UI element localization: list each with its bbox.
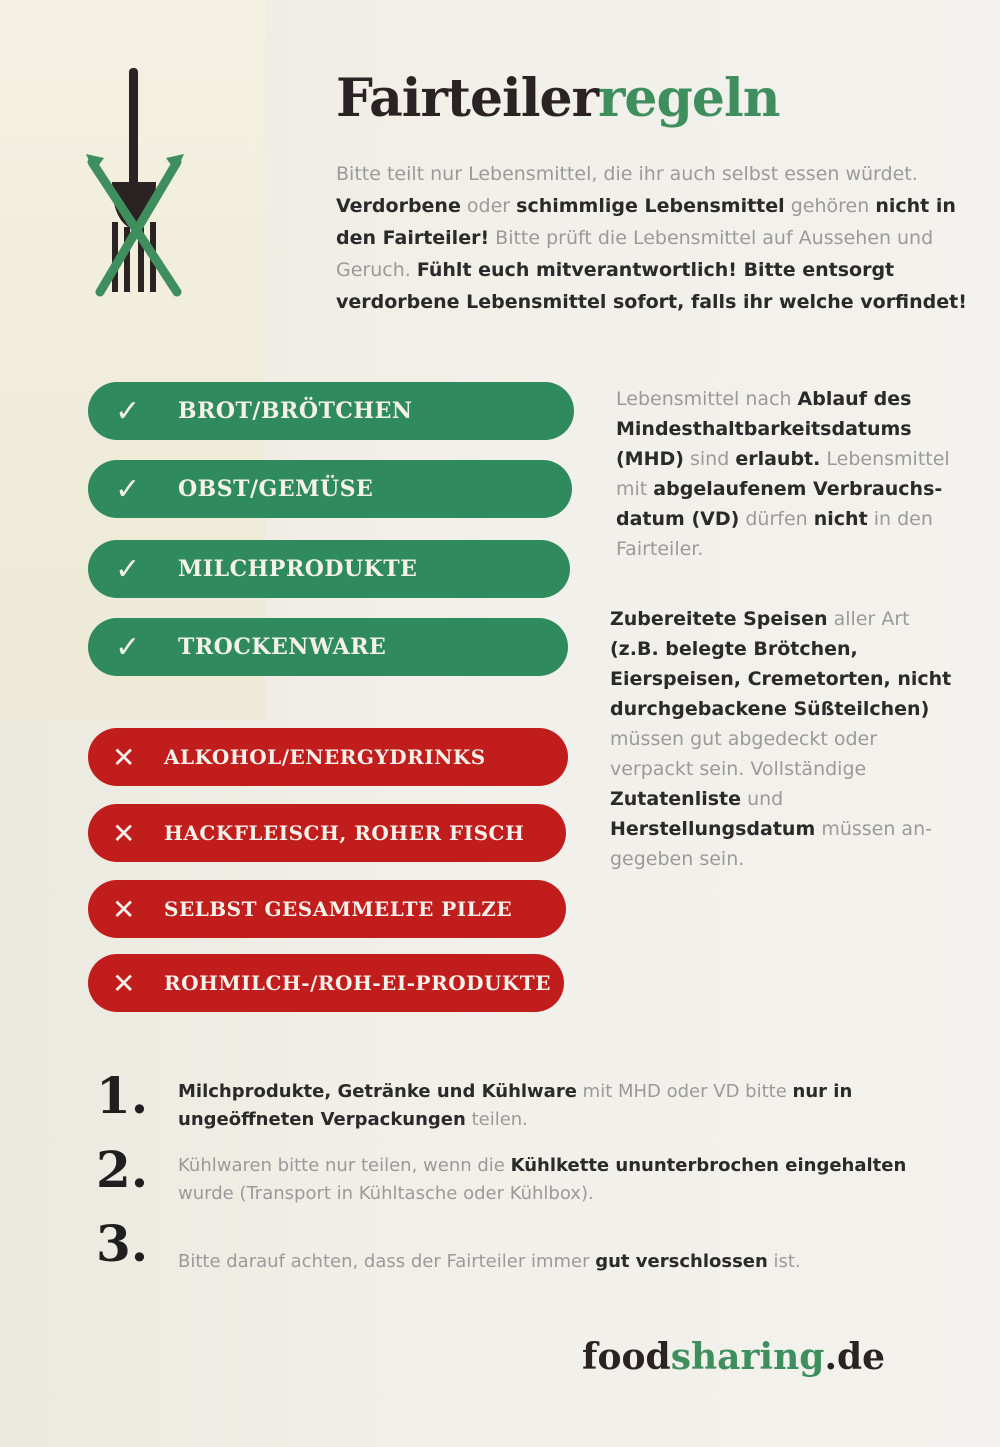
intro-text: oder xyxy=(466,195,511,217)
rule-bold: gut verschlossen xyxy=(595,1251,768,1272)
allowed-item-label: MILCHPRODUKTE xyxy=(178,556,418,582)
allowed-item-label: BROT/BRÖTCHEN xyxy=(178,398,413,424)
mhd-text: dürfen xyxy=(745,508,808,530)
food-bold: Herstellungsdatum xyxy=(610,818,816,840)
forbidden-item-minced-meat xyxy=(88,804,566,862)
rule-text xyxy=(178,1248,958,1276)
mhd-text: Lebensmittel mit xyxy=(616,448,950,500)
allowed-item-label: TROCKENWARE xyxy=(178,634,387,660)
forbidden-item-label: ROHMILCH-/ROH-EI-PRODUKTE xyxy=(164,971,551,995)
rule-plain: Bitte darauf achten, dass der Fairteiler immer xyxy=(178,1251,590,1272)
brand-part-green: sharing xyxy=(670,1336,825,1378)
mhd-bold: nicht xyxy=(813,508,868,530)
forbidden-item-label: HACKFLEISCH, ROHER FISCH xyxy=(164,821,525,845)
allowed-item-label: OBST/GEMÜSE xyxy=(178,476,374,502)
rule-text xyxy=(178,1152,958,1208)
intro-bold: schimmlige Lebensmittel xyxy=(516,195,785,217)
rule-bold: nur in ungeöffneten Verpackungen xyxy=(178,1081,853,1130)
allowed-item-dry-goods xyxy=(88,618,568,676)
cross-icon: ✕ xyxy=(112,740,136,774)
mhd-bold: erlaubt. xyxy=(735,448,821,470)
food-text: aller Art xyxy=(833,608,910,630)
mhd-bold: abgelaufenem Verbrauchsdatum (VD) xyxy=(616,478,943,530)
rule-plain: mit MHD oder VD bitte xyxy=(582,1081,787,1102)
forbidden-item-mushrooms xyxy=(88,880,566,938)
rule-number: 3. xyxy=(96,1214,149,1273)
mhd-text: Lebensmittel nach xyxy=(616,388,792,410)
brand-part-dark: .de xyxy=(824,1336,886,1378)
rule-text xyxy=(178,1078,958,1134)
intro-text: Bitte teilt nur Lebensmittel, die ihr auch selbst essen würdet. xyxy=(336,163,918,185)
rule-plain: ist. xyxy=(773,1251,801,1272)
check-icon: ✓ xyxy=(115,393,141,429)
allowed-item-dairy xyxy=(88,540,570,598)
check-icon: ✓ xyxy=(115,471,141,507)
rule-plain: Kühlwaren bitte nur teilen, wenn die xyxy=(178,1155,505,1176)
food-text: müssen gut abgedeckt oder verpackt sein. Vollständige xyxy=(610,728,878,780)
mhd-text: in den Fairteiler. xyxy=(616,508,933,560)
mhd-bold: Ablauf des Mindesthaltbarkeitsdatums (MHD) xyxy=(616,388,912,470)
intro-text: Bitte prüft die Lebensmittel auf Aussehen und Geruch. xyxy=(336,227,934,281)
intro-bold: nicht in den Fairteiler! xyxy=(336,195,956,249)
rule-number: 2. xyxy=(96,1140,149,1199)
title-part-green: regeln xyxy=(598,68,780,129)
prepared-food-paragraph xyxy=(610,604,958,874)
food-bold: Zubereitete Speisen xyxy=(610,608,828,630)
brand-part-dark: food xyxy=(582,1336,671,1378)
forbidden-item-alcohol xyxy=(88,728,568,786)
rule-plain: teilen. xyxy=(471,1109,528,1130)
cross-icon: ✕ xyxy=(112,892,136,926)
rule-number: 1. xyxy=(96,1066,149,1125)
forbidden-item-label: SELBST GESAMMELTE PILZE xyxy=(164,897,513,921)
allowed-item-fruit xyxy=(88,460,572,518)
forbidden-item-label: ALKOHOL/ENERGYDRINKS xyxy=(164,745,486,769)
mhd-text: sind xyxy=(690,448,730,470)
rule-bold: Kühlkette ununterbrochen eingehalten xyxy=(510,1155,907,1176)
food-bold: Zutatenliste xyxy=(610,788,742,810)
intro-bold: Verdorbene xyxy=(336,195,461,217)
check-icon: ✓ xyxy=(115,629,141,665)
rule-plain: wurde (Transport in Kühltasche oder Kühlbox). xyxy=(178,1183,594,1204)
intro-text: gehören xyxy=(790,195,870,217)
title-part-dark: Fairteiler xyxy=(336,68,599,129)
forbidden-item-raw-milk xyxy=(88,954,564,1012)
cross-icon: ✕ xyxy=(112,816,136,850)
food-bold: (z.B. belegte Brötchen, Eierspeisen, Cremetorten, nicht durchgebackene Süßteilchen) xyxy=(610,638,952,720)
rule-bold: Milchprodukte, Getränke und Kühlware xyxy=(178,1081,577,1102)
food-text: und xyxy=(747,788,784,810)
food-text: müssen angegeben sein. xyxy=(610,818,932,870)
intro-bold: Fühlt euch mitverantwortlich! Bitte entsorgt verdorbene Lebensmittel sofort, falls ihr welche vorfindet! xyxy=(336,259,967,313)
page-title xyxy=(336,68,780,129)
allowed-item-bread xyxy=(88,382,574,440)
check-icon: ✓ xyxy=(115,551,141,587)
crossed-fork-icon xyxy=(82,62,192,302)
mhd-paragraph xyxy=(616,384,968,564)
intro-paragraph xyxy=(336,158,976,318)
brand-logo xyxy=(582,1336,885,1378)
cross-icon: ✕ xyxy=(112,966,136,1000)
